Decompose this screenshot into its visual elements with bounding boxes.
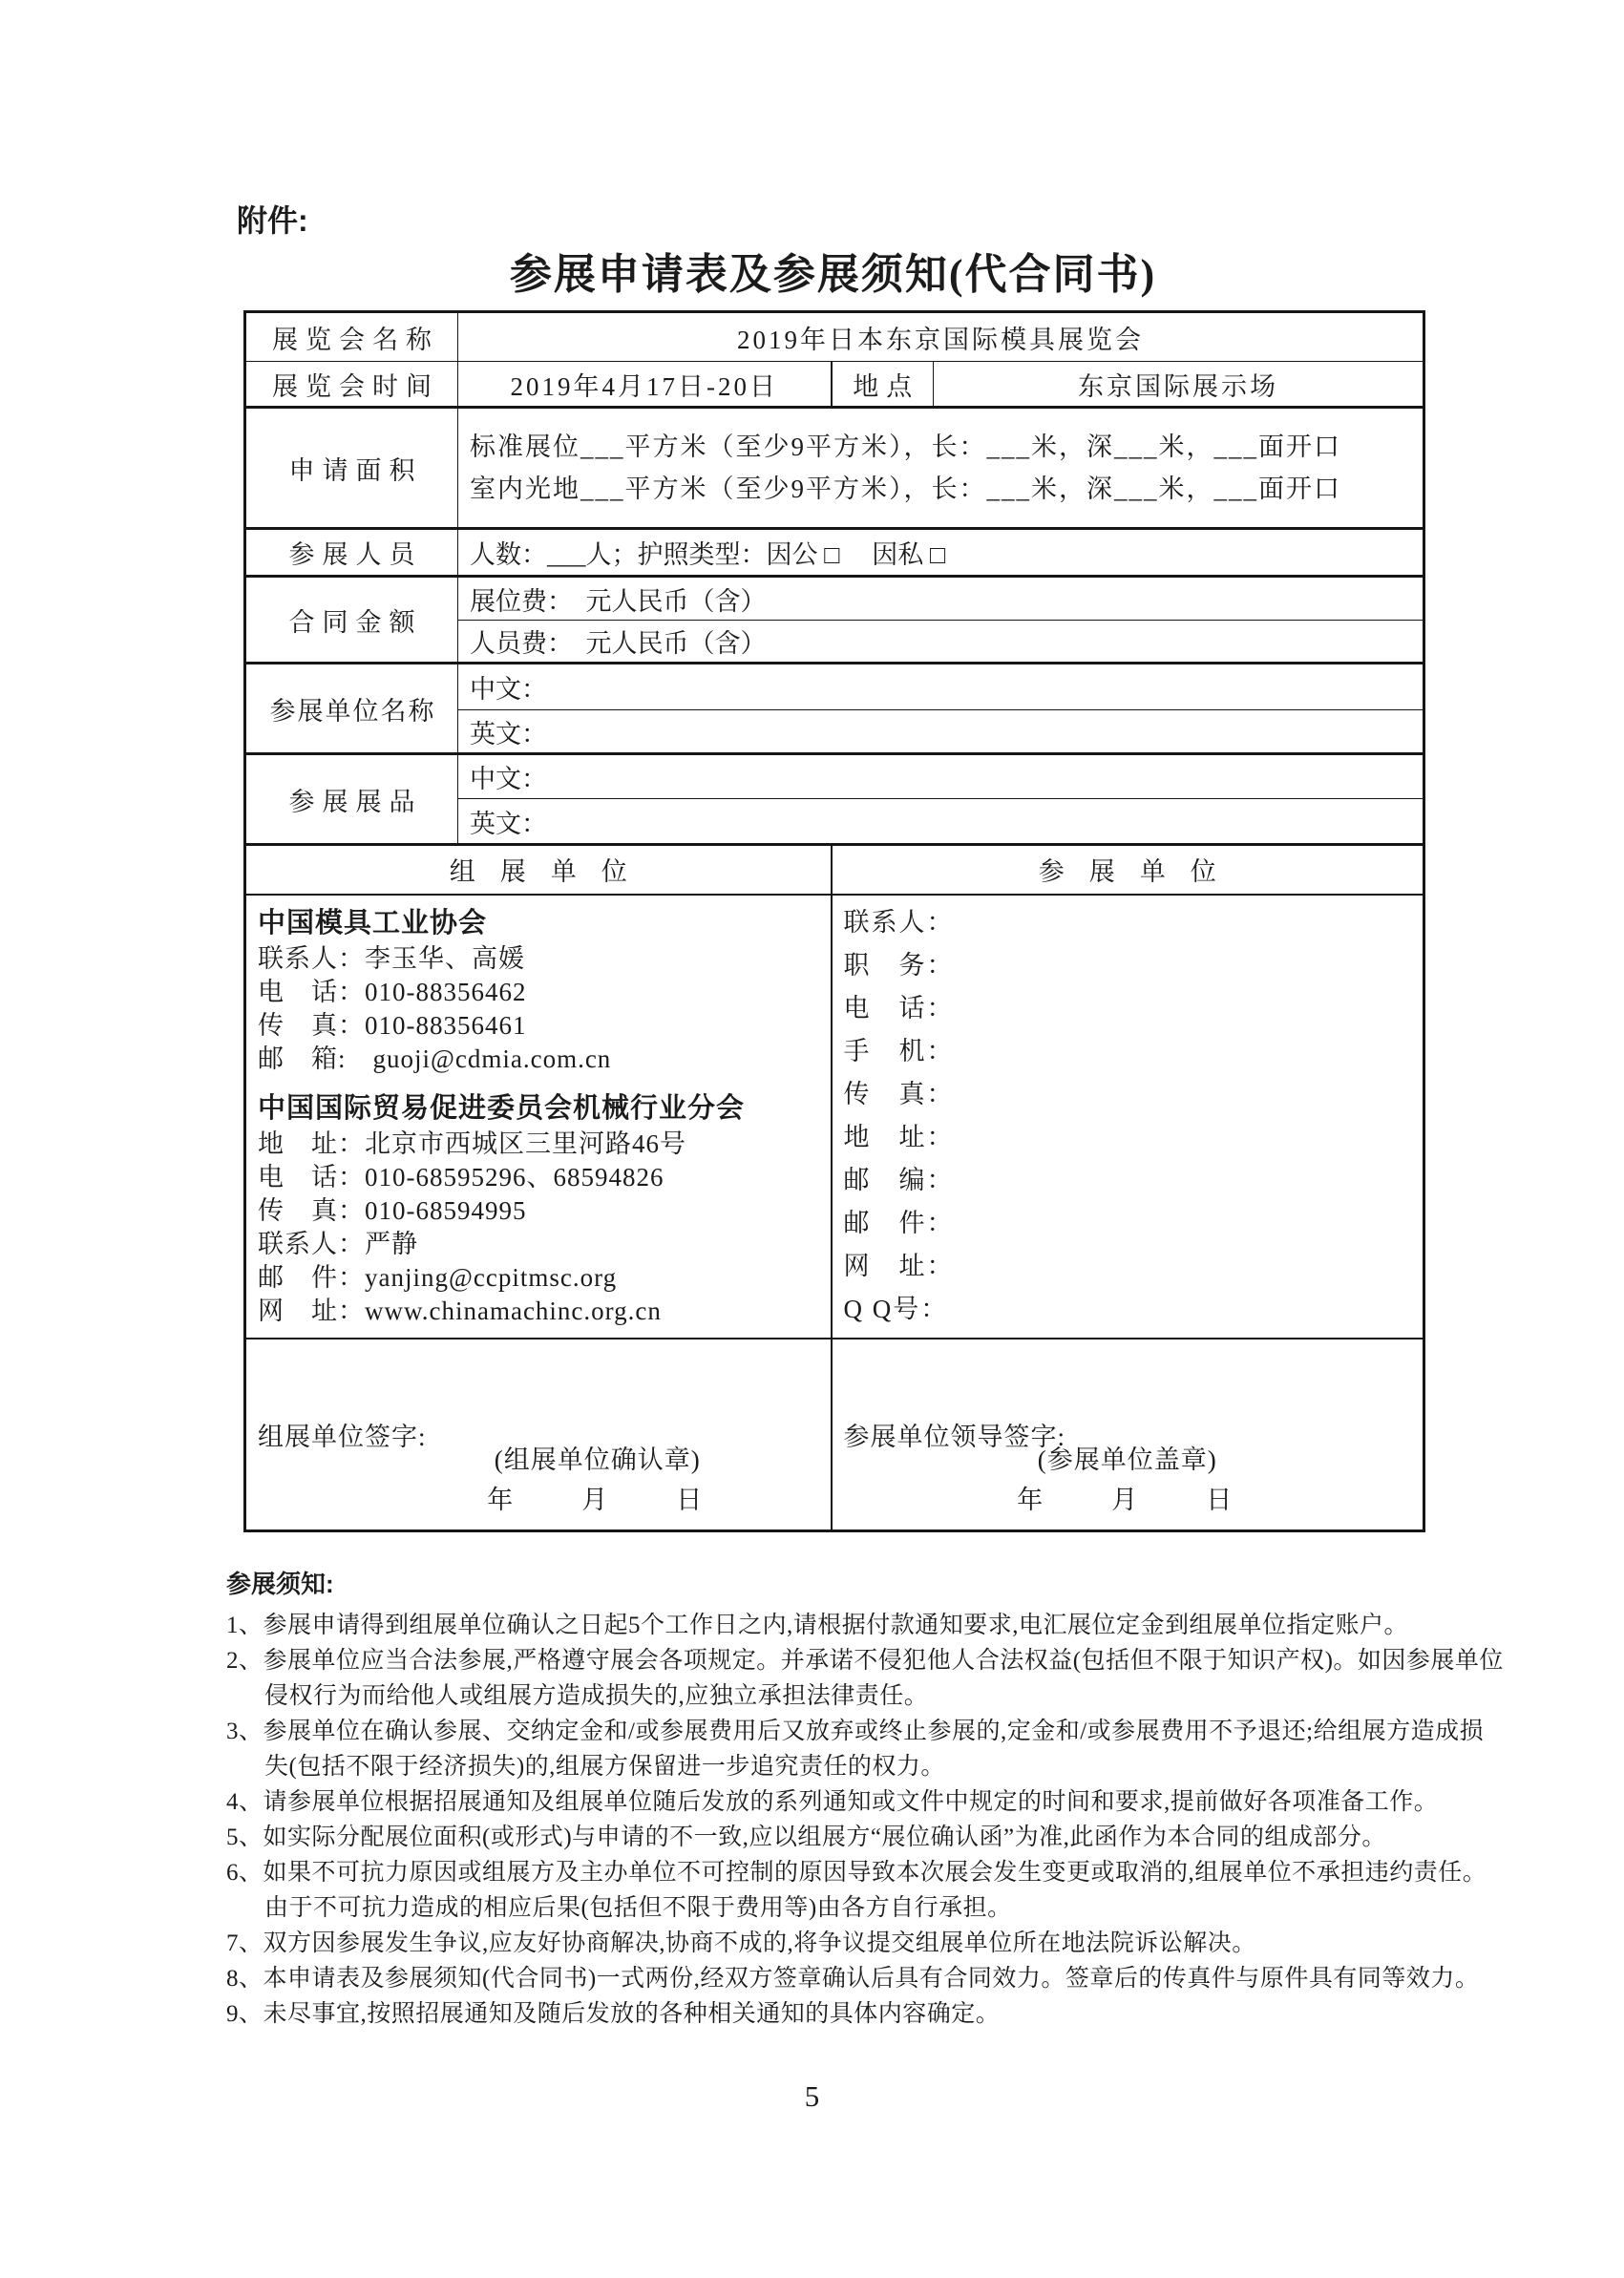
row-exhibition-name xyxy=(245,312,1424,362)
exhibition-time-label: 展览会时间 xyxy=(245,362,458,408)
exhibitor-contact-field: 联系人： xyxy=(843,908,955,937)
location-label: 地点 xyxy=(832,362,934,408)
exhibitor-signature-label: 参展单位领导签字: xyxy=(843,1422,1066,1451)
organizer-org2-address: 地 址：北京市西城区三里河路46号 xyxy=(258,1129,686,1158)
apply-area-label: 申请面积 xyxy=(245,408,458,529)
exhibition-name-label: 展览会名称 xyxy=(245,312,458,362)
org-block-gap xyxy=(258,1076,819,1089)
row-exhibits-cn xyxy=(245,754,1424,799)
exhibitor-contact-block xyxy=(832,895,1424,1339)
exhibition-name-value: 2019年日本东京国际模具展览会 xyxy=(458,312,1424,362)
note-item-7: 7、双方因参展发生争议,应友好协商解决,协商不成的,将争议提交组展单位所在地法院诉讼解决。 xyxy=(226,1930,1256,1956)
location-value: 东京国际展示场 xyxy=(934,362,1424,408)
organizer-org2-contact: 联系人：严静 xyxy=(258,1230,418,1258)
notes-heading: 参展须知: xyxy=(226,1570,334,1598)
exhibition-time-value: 2019年4月17日-20日 xyxy=(458,362,832,408)
participants-label: 参展人员 xyxy=(245,529,458,577)
apply-area-line-raw-space: 室内光地___平方米（至少9平方米），长：___米，深___米，___面开口 xyxy=(470,475,1341,503)
exhibits-cn: 中文： xyxy=(458,754,1424,799)
organizer-signature-label: 组展单位签字: xyxy=(258,1422,427,1451)
organizer-org1-contact: 联系人：李玉华、高媛 xyxy=(258,944,525,973)
exhibitor-name-en: 英文： xyxy=(458,710,1424,754)
organizer-org2-phone: 电 话：010-68595296、68594826 xyxy=(258,1163,664,1192)
organizer-org1-fax: 传 真：010-88356461 xyxy=(258,1011,527,1040)
row-apply-area xyxy=(245,408,1424,529)
apply-area-line-standard: 标准展位___平方米（至少9平方米），长：___米，深___米，___面开口 xyxy=(470,432,1341,461)
exhibitor-header: 参展单位 xyxy=(832,845,1424,895)
exhibitor-phone-field: 电 话： xyxy=(843,994,955,1023)
organizer-seal-block xyxy=(306,1440,832,1520)
note-item-9: 9、未尽事宜,按照招展通知及随后发放的各种相关通知的具体内容确定。 xyxy=(226,2001,1001,2027)
row-participants xyxy=(245,529,1424,577)
organizer-org1-phone: 电 话：010-88356462 xyxy=(258,978,527,1006)
exhibitor-email-field: 邮 件： xyxy=(843,1209,955,1237)
row-contact-blocks xyxy=(245,895,1424,1339)
booth-fee-value: 展位费： 元人民币（含） xyxy=(458,577,1424,621)
exhibits-en: 英文： xyxy=(458,799,1424,845)
note-item-6: 6、如果不可抗力原因或组展方及主办单位不可控制的原因导致本次展会发生变更或取消的,组展单位不承担违约责任。由于不可抗力造成的相应后果(包括但不限于费用等)由各方自行承担。 xyxy=(226,1860,1487,1921)
exhibitor-zip-field: 邮 编： xyxy=(843,1166,955,1194)
row-section-headers xyxy=(245,845,1424,895)
organizer-org2-name: 中国国际贸易促进委员会机械行业分会 xyxy=(258,1093,746,1124)
organizer-contact-block xyxy=(245,895,832,1339)
row-signatures xyxy=(245,1339,1424,1531)
exhibitor-fax-field: 传 真： xyxy=(843,1080,955,1108)
page-number: 5 xyxy=(804,2079,820,2113)
exhibitor-name-label: 参展单位名称 xyxy=(245,664,458,754)
organizer-signature-cell xyxy=(245,1339,832,1531)
note-item-1: 1、参展申请得到组展单位确认之日起5个工作日之内,请根据付款通知要求,电汇展位定金到组展单位指定账户。 xyxy=(226,1613,1409,1638)
row-contract-amount-booth xyxy=(245,577,1424,621)
exhibitor-website-field: 网 址： xyxy=(843,1252,955,1280)
exhibitor-seal-note: (参展单位盖章) xyxy=(1037,1445,1217,1474)
note-item-8: 8、本申请表及参展须知(代合同书)一式两份,经双方签章确认后具有合同效力。签章后的传真件与原件具有同等效力。 xyxy=(226,1966,1480,1992)
note-item-5: 5、如实际分配展位面积(或形式)与申请的不一致,应以组展方“展位确认函”为准,此函作为本合同的组成部分。 xyxy=(226,1825,1386,1850)
exhibitor-qq-field: Q Q号： xyxy=(843,1295,949,1323)
row-exhibition-time xyxy=(245,362,1424,408)
exhibitor-position-field: 职 务： xyxy=(843,951,955,980)
exhibitor-address-field: 地 址： xyxy=(843,1123,955,1151)
organizer-header: 组展单位 xyxy=(245,845,832,895)
exhibitor-seal-block xyxy=(833,1440,1424,1520)
application-form-table xyxy=(243,310,1425,1532)
exhibitor-mobile-field: 手 机： xyxy=(843,1037,955,1065)
organizer-org2-website: 网 址：www.chinamachinc.org.cn xyxy=(258,1297,662,1325)
organizer-org2-email: 邮 件：yanjing@ccpitmsc.org xyxy=(258,1263,618,1292)
exhibitor-signature-cell xyxy=(832,1339,1424,1531)
organizer-seal-note: (组展单位确认章) xyxy=(494,1445,701,1474)
note-item-4: 4、请参展单位根据招展通知及组展单位随后发放的系列通知或文件中规定的时间和要求,提前做好各项准备工作。 xyxy=(226,1789,1439,1815)
organizer-date-line: 年 月 日 xyxy=(487,1486,708,1514)
row-exhibitor-name-cn xyxy=(245,664,1424,710)
exhibits-label: 参展展品 xyxy=(245,754,458,845)
exhibitor-date-line: 年 月 日 xyxy=(1017,1486,1238,1514)
personnel-fee-value: 人员费： 元人民币（含） xyxy=(458,621,1424,664)
exhibition-notes-section xyxy=(226,1568,1504,2032)
attachment-label: 附件: xyxy=(237,203,308,238)
participants-value: 人数：___人；护照类型：因公 □ 因私 □ xyxy=(458,529,1424,577)
note-item-3: 3、参展单位在确认参展、交纳定金和/或参展费用后又放弃或终止参展的,定金和/或参展费用不予退还;给组展方造成损失(包括不限于经济损失)的,组展方保留进一步追究责任的权力。 xyxy=(226,1719,1485,1780)
page-title: 参展申请表及参展须知(代合同书) xyxy=(509,251,1157,298)
contract-amount-label: 合同金额 xyxy=(245,577,458,664)
organizer-org1-email: 邮 箱: guoji@cdmia.com.cn xyxy=(258,1044,612,1073)
organizer-org2-fax: 传 真：010-68594995 xyxy=(258,1196,527,1225)
note-item-2: 2、参展单位应当合法参展,严格遵守展会各项规定。并承诺不侵犯他人合法权益(包括但不限于知识产权)。如因参展单位侵权行为而给他人或组展方造成损失的,应独立承担法律责任。 xyxy=(226,1648,1504,1709)
exhibitor-name-cn: 中文： xyxy=(458,664,1424,710)
apply-area-value xyxy=(458,408,1424,529)
organizer-org1-name: 中国模具工业协会 xyxy=(258,908,488,939)
